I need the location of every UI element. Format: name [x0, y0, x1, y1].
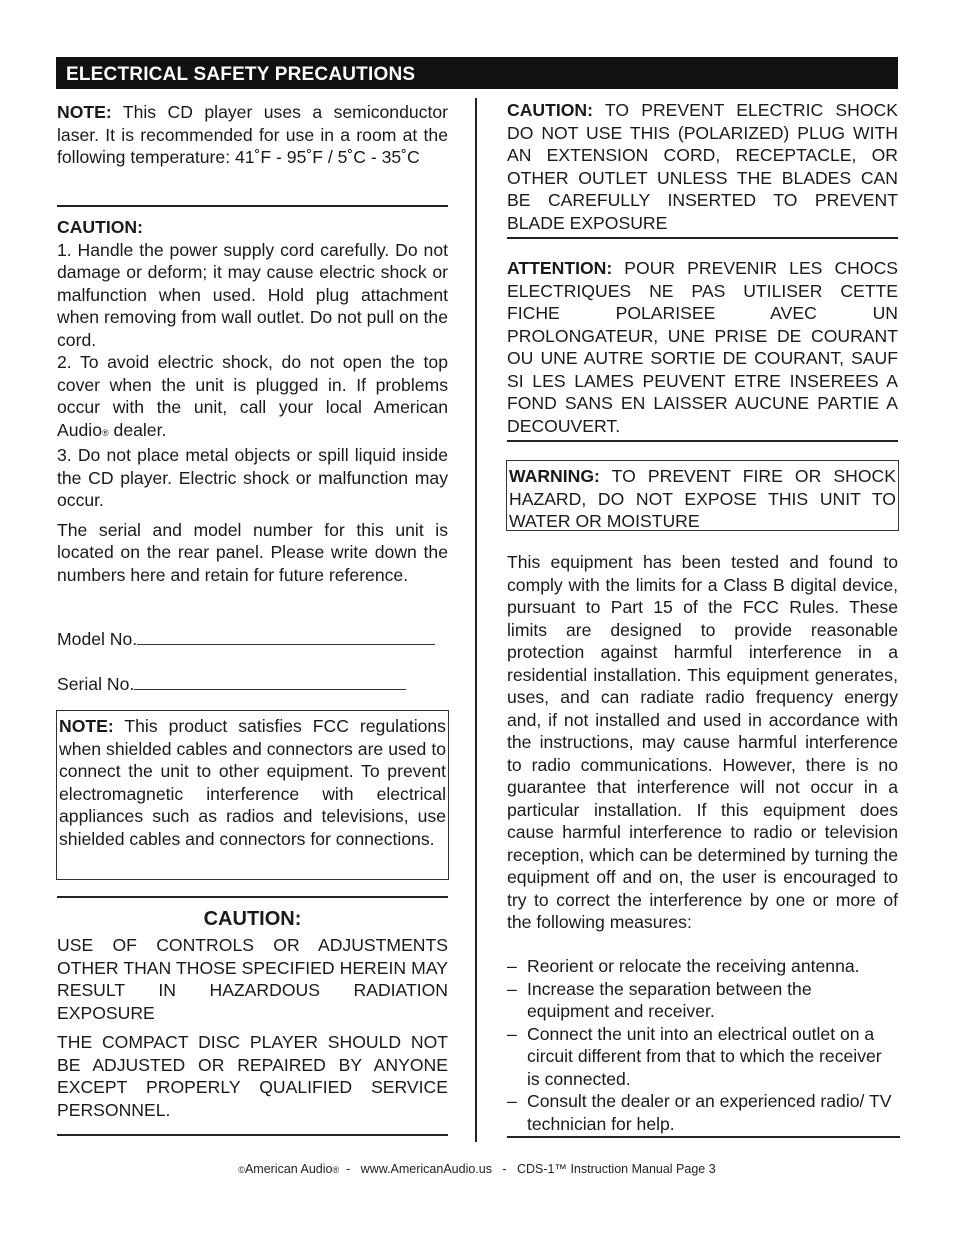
divider: [507, 1136, 900, 1138]
section-title: ELECTRICAL SAFETY PRECAUTIONS: [66, 64, 416, 85]
measures-list: [507, 955, 898, 1135]
model-number-field[interactable]: [57, 629, 435, 650]
attention-text: POUR PREVENIR LES CHOCS ELECTRIQUES NE PAS UTILISER CETTE FICHE POLARISEE AVEC UN PROLONGATEUR, UNE PRISE DE COURANT OU UNE AUTRE SORTIE DE COURANT, SAUF SI LES LAMES PEUVENT ETRE INSEREES A FOND SANS EN LAISSER AUCUNE PARTIE A DECOUVERT.: [507, 258, 899, 436]
warning-box: [506, 460, 899, 531]
warning-label: WARNING:: [509, 466, 600, 486]
divider: [57, 896, 448, 898]
caution-list: [57, 216, 448, 586]
fcc-statement: [507, 551, 898, 934]
fcc-note-box: [56, 710, 449, 880]
note-label: NOTE:: [57, 102, 112, 122]
serial-instructions: The serial and model number for this unit is located on the rear panel. Please write down the numbers here and retain for future reference.: [57, 519, 448, 585]
footer-brand: American Audio: [244, 1162, 333, 1176]
serial-blank[interactable]: [134, 675, 406, 690]
column-divider: [475, 98, 477, 1142]
registered-mark: ®: [102, 427, 109, 438]
caution-service-text: THE COMPACT DISC PLAYER SHOULD NOT BE ADJUSTED OR REPAIRED BY ANYONE EXCEPT PROPERLY QUALIFIED SERVICE PERSONNEL.: [57, 1032, 448, 1120]
model-blank[interactable]: [137, 630, 435, 645]
caution-item-2: 2. To avoid electric shock, do not open the top cover when the unit is plugged in. If problems occur with the unit, call your local American Audio® dealer.: [57, 352, 448, 440]
copyright-mark: ©: [238, 1165, 245, 1175]
divider: [507, 440, 898, 442]
caution-item-3: 3. Do not place metal objects or spill liquid inside the CD player. Electric shock or malfunction may occur.: [57, 445, 448, 510]
list-item: – Consult the dealer or an experienced radio/ TV technician for help.: [507, 1091, 892, 1134]
note-text: This product satisfies FCC regulations when shielded cables and connectors are used to connect the unit to other equipment. To prevent electromagnetic interference with electrical appliances such as radios and televisions, use shielded cables and connectors for connections.: [59, 716, 446, 849]
page-footer: [0, 1162, 954, 1176]
caution-label: CAUTION:: [507, 100, 594, 120]
note-laser: [57, 101, 448, 169]
divider: [507, 237, 898, 239]
serial-number-field[interactable]: [57, 674, 406, 695]
registered-mark: ®: [332, 1165, 340, 1175]
list-item: – Increase the separation between the equipment and receiver.: [507, 978, 812, 1021]
list-item: – Reorient or relocate the receiving antenna.: [507, 956, 860, 976]
fcc-text: This equipment has been tested and found to comply with the limits for a Class B digital device, pursuant to Part 15 of the FCC Rules. These limits are designed to provide reasonable protection against harmful interference in a residential installation. This equipment generates, uses, and can radiate radio frequency energy and, if not installed and used in accordance with the instructions, may cause harmful interference to radio communications. However, there is no guarantee that interference will not occur in a particular installation. If this equipment does cause harmful interference to radio or television reception, which can be determined by turning the equipment off and on, the user is encouraged to try to correct the interference by one or more of the following measures:: [507, 552, 898, 932]
divider: [57, 205, 448, 207]
list-item: – Connect the unit into an electrical outlet on a circuit different from that to which the receiver is connected.: [507, 1023, 882, 1089]
warning-text: TO PREVENT FIRE OR SHOCK HAZARD, DO NOT EXPOSE THIS UNIT TO WATER OR MOISTURE: [509, 466, 896, 531]
section-header: [56, 57, 898, 89]
caution-radiation-text: USE OF CONTROLS OR ADJUSTMENTS OTHER THAN THOSE SPECIFIED HEREIN MAY RESULT IN HAZARDOUS RADIATION EXPOSURE: [57, 935, 448, 1023]
caution-plug: [507, 99, 898, 234]
attention-label: ATTENTION:: [507, 258, 613, 278]
attention-plug: [507, 257, 898, 437]
serial-label: Serial No.: [57, 674, 135, 694]
model-label: Model No.: [57, 629, 138, 649]
footer-text: - www.AmericanAudio.us - CDS-1™ Instruction Manual Page 3: [339, 1162, 716, 1176]
caution-radiation: [57, 934, 448, 1121]
caution-text: TO PREVENT ELECTRIC SHOCK DO NOT USE THIS (POLARIZED) PLUG WITH AN EXTENSION CORD, RECEPTACLE, OR OTHER OUTLET UNLESS THE BLADES CAN BE CAREFULLY INSERTED TO PREVENT BLADE EXPOSURE: [507, 100, 898, 233]
caution-heading: CAUTION:: [203, 908, 302, 930]
note-text: This CD player uses a semiconductor laser. It is recommended for use in a room at the following temperature: 41˚F - 95˚F / 5˚C - 35˚C: [57, 102, 448, 167]
caution-item-1: 1. Handle the power supply cord carefully. Do not damage or deform; it may cause electric shock or malfunction when used. Hold plug attachment when removing from wall outlet. Do not pull on the cord.: [57, 239, 448, 350]
caution-label: CAUTION:: [57, 217, 144, 237]
divider: [57, 1134, 448, 1136]
note-label: NOTE:: [59, 716, 114, 736]
